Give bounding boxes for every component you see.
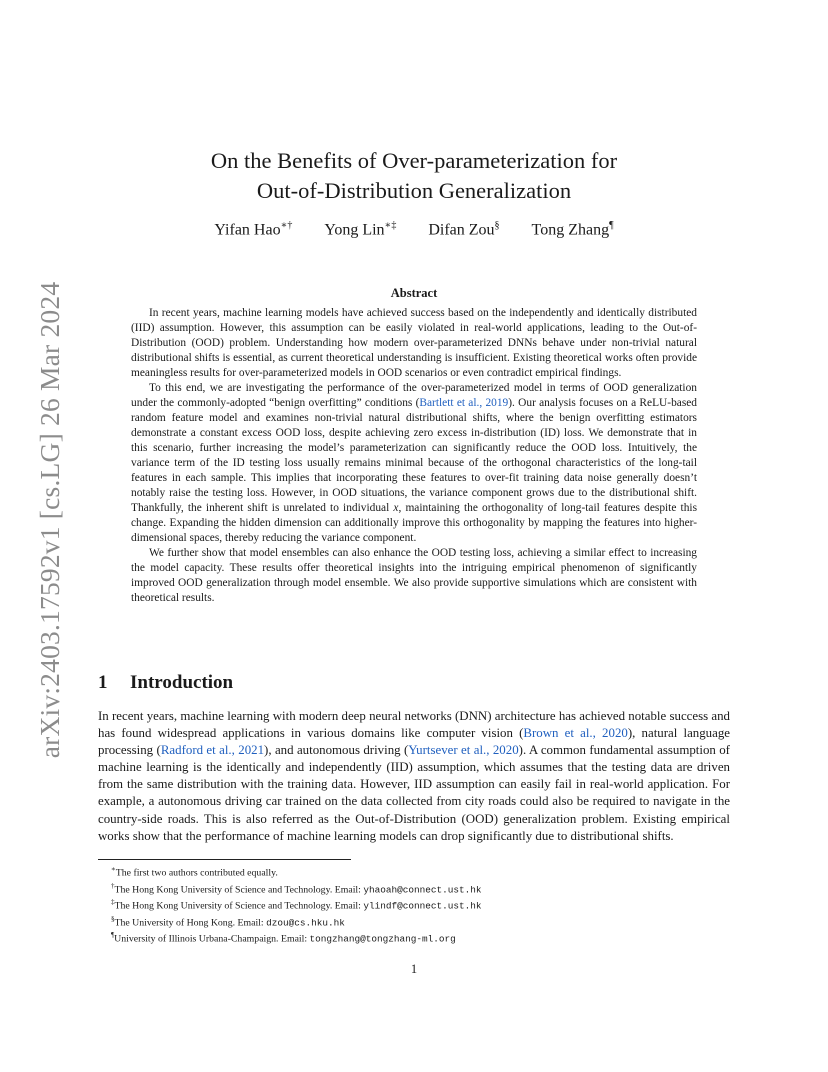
email-address: tongzhang@tongzhang-ml.org [309,933,456,945]
abstract-text: To this end, we are investigating the performance of the over-parameterized model in terms of OOD generalization under the commonly-adopted “benign overfitting” conditions ( [131,382,697,409]
title-line-2: Out-of-Distribution Generalization [256,178,572,203]
author-list [0,220,828,239]
introduction-body [98,708,730,845]
body-text: ), natural language processing ( [98,726,731,758]
footnote-mark: ¶ [111,931,115,940]
abstract [131,306,697,606]
body-text: ). A common fundamental assumption of machine learning is the identically and independently (IID) assumption, which assumes that the testing data are driven from the same distribution with the training data. However, IID assumption can easily fail in real-world application. For example, a autonomous driving car trained on the data collected from city roads could also be required to navigate in the country-side roads. This is also referred as the Out-of-Distribution (OOD) generalization problem. Existing empirical works show that the performance of machine learning models can drop significantly due to distributional shifts. [98,743,730,843]
author-mark: § [494,220,500,231]
email-address: ylindf@connect.ust.hk [363,900,482,912]
footnote [111,913,711,930]
math-variable: x [393,502,399,514]
footnote-divider [98,859,351,860]
footnote [111,863,711,880]
author-name: Yifan Hao [214,221,281,239]
footnote-mark: § [111,914,115,923]
author-mark: ∗† [280,220,293,231]
body-paragraph [98,708,730,845]
abstract-heading: Abstract [390,286,438,300]
footnote [111,896,711,913]
footnote-text: The University of Hong Kong. Email: [114,916,267,928]
email-address: yhaoah@connect.ust.hk [363,883,482,895]
email-address: dzou@cs.hku.hk [266,916,345,928]
citation-link[interactable]: Yurtsever et al., 2020 [408,743,519,758]
section-heading [98,672,233,694]
paper-title [0,146,828,206]
author-name: Difan Zou [428,221,495,239]
abstract-paragraph: In recent years, machine learning models have achieved success based on the independently and identically distributed (IID) assumption. However, this assumption can be easily violated in real-world applications, leading to the Out-of-Distribution (OOD) problem. Understanding how modern over-parameterized DNNs behave under non-trivial natural distributional shifts is essential, as current theoretical understanding is insufficient. Existing theoretical works often provide meaningless results for over-parameterized models in OOD scenarios or even contradict empirical findings. [131,307,697,379]
citation-link[interactable]: Radford et al., 2021 [160,743,265,758]
body-text: ), and autonomous driving ( [264,743,409,758]
arxiv-identifier: arXiv:2403.17592v1 [cs.LG] 26 Mar 2024 [34,281,65,759]
author [532,220,614,239]
footnote [111,880,711,897]
section-title: Introduction [130,672,234,693]
page-number: 1 [410,962,418,976]
section-number: 1 [98,672,108,693]
footnote-mark: † [111,881,115,890]
abstract-paragraph: We further show that model ensembles can also enhance the OOD testing loss, achieving a similar effect to increasing the model capacity. These results offer theoretical insights into the intriguing empirical phenomenon of significantly improved OOD generalization through model ensemble. We also provide supportive simulations which are consistent with theoretical results. [131,547,697,604]
author-mark: ¶ [609,220,614,231]
footnote-text: The Hong Kong University of Science and Technology. Email: [114,900,364,912]
citation-link[interactable]: Brown et al., 2020 [523,726,628,741]
title-line-1: On the Benefits of Over-parameterization for [210,148,618,173]
footnote-text: The Hong Kong University of Science and Technology. Email: [114,883,364,895]
footnote-text: University of Illinois Urbana-Champaign. Email: [114,933,310,945]
author-mark: ∗‡ [384,220,397,231]
author-name: Yong Lin [324,221,385,239]
abstract-text: ). Our analysis focuses on a ReLU-based random feature model and examines non-trivial natural distributional shifts, where the benign overfitting estimators demonstrate a constant excess OOD loss, despite achieving zero excess in-distribution (ID) loss. We demonstrate that in this scenario, further increasing the model’s parameterization can significantly reduce the OOD loss. Intuitively, the variance term of the ID testing loss usually remains minimal because of the orthogonal characteristics of the long-tail features in each sample. This implies that incorporating these features to over-fit training data noise generally doesn’t notably raise the testing loss. However, in OOD situations, the variance component grows due to the distributional shift. Thankfully, the inherent shift is unrelated to individual [131,397,697,514]
author [324,220,396,239]
footnotes [111,863,711,946]
author [428,220,499,239]
footnote [111,929,711,946]
footnote-mark: ‡ [111,898,115,907]
body-text: In recent years, machine learning with modern deep neural networks (DNN) architecture has achieved notable success and has found widespread applications in various domains like computer vision ( [98,709,730,741]
abstract-text: , maintaining the orthogonality of long-tail features despite this change. Expanding the hidden dimension can additionally improve this orthogonality by mapping the features into higher-dimensional spaces, thereby reducing the variance component. [131,502,698,544]
abstract-paragraph [131,381,697,546]
author [214,220,292,239]
citation-link[interactable]: Bartlett et al., 2019 [419,397,509,409]
footnote-mark: ∗ [111,865,116,873]
author-name: Tong Zhang [531,221,610,239]
footnote-text: The first two authors contributed equally. [115,867,278,879]
